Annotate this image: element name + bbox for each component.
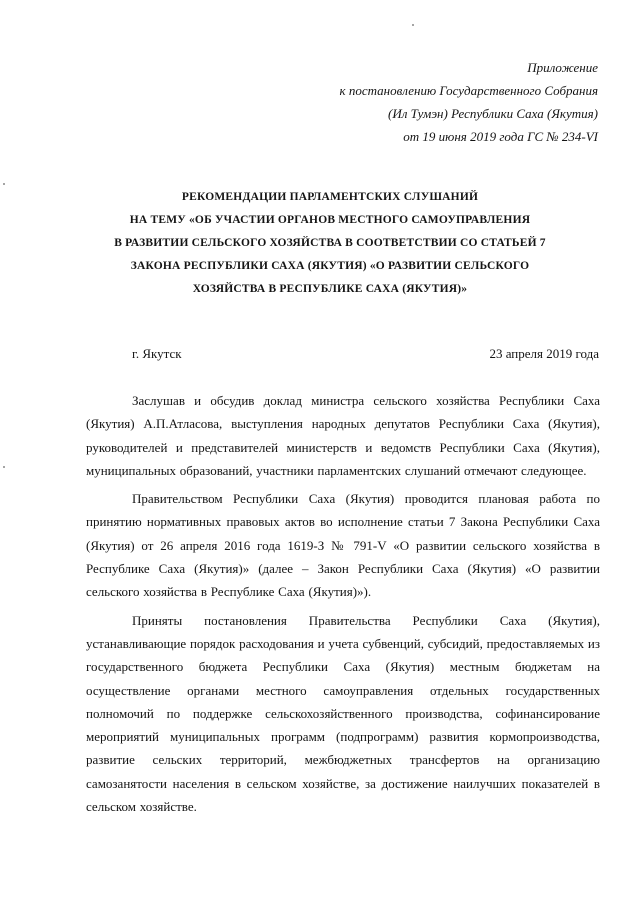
title-line-5: ХОЗЯЙСТВА В РЕСПУБЛИКЕ САХА (ЯКУТИЯ)» <box>192 283 468 295</box>
paragraph-1: Заслушав и обсудив доклад министра сельского хозяйства Республики Саха (Якутия) А.П.Атласова, выступления народных депутатов Республики Саха (Якутия), руководителей и представителей министерств и ведомств Республики Саха (Якутия), муниципальных образований, участники парламентских слушаний отмечают следующее. <box>86 393 600 478</box>
appendix-block <box>340 56 599 148</box>
scan-speck <box>3 466 5 468</box>
title-line-1: РЕКОМЕНДАЦИИ ПАРЛАМЕНТСКИХ СЛУШАНИЙ <box>181 191 479 203</box>
title-line-2: НА ТЕМУ «ОБ УЧАСТИИ ОРГАНОВ МЕСТНОГО САМОУПРАВЛЕНИЯ <box>129 214 531 226</box>
date-label: 23 апреля 2019 года <box>489 346 599 361</box>
appendix-line-3: (Ил Тумэн) Республики Саха (Якутия) <box>388 106 598 121</box>
appendix-line-1: Приложение <box>527 60 598 75</box>
scan-speck <box>3 183 5 185</box>
paragraph-3: Приняты постановления Правительства Республики Саха (Якутия), устанавливающие порядок расходования и учета субвенций, субсидий, предоставляемых из государственного бюджета Республики Саха (Якутия) местным бюджетам на осуществление органами местного самоуправления отдельных государственных полномочий по поддержке сельскохозяйственного производства, софинансирование мероприятий муниципальных программ (подпрограмм) развития кормопроизводства, развитие сельских территорий, межбюджетных трансфертов на организацию самозанятости населения в сельском хозяйстве, за достижение наилучших показателей в сельском хозяйстве. <box>86 612 600 815</box>
title-line-3: В РАЗВИТИИ СЕЛЬСКОГО ХОЗЯЙСТВА В СООТВЕТСТВИИ СО СТАТЬЕЙ 7 <box>114 237 546 249</box>
paragraph-2: Правительством Республики Саха (Якутия) проводится плановая работа по принятию нормативных правовых актов во исполнение статьи 7 Закона Республики Саха (Якутия) от 26 апреля 2016 года 1619-З № 791-V «О развитии сельского хозяйства в Республике Саха (Якутия)» (далее – Закон Республики Саха (Якутия) «О развитии сельского хозяйства в Республике Саха (Якутия)»). <box>86 491 600 600</box>
document-body <box>86 389 600 823</box>
appendix-line-4: от 19 июня 2019 года ГС № 234-VI <box>403 129 598 144</box>
place-label: г. Якутск <box>132 346 182 361</box>
title-line-4: ЗАКОНА РЕСПУБЛИКИ САХА (ЯКУТИЯ) «О РАЗВИТИИ СЕЛЬСКОГО <box>130 260 530 272</box>
document-title <box>110 186 550 301</box>
scan-speck <box>412 24 414 26</box>
appendix-line-2: к постановлению Государственного Собрания <box>339 83 598 98</box>
